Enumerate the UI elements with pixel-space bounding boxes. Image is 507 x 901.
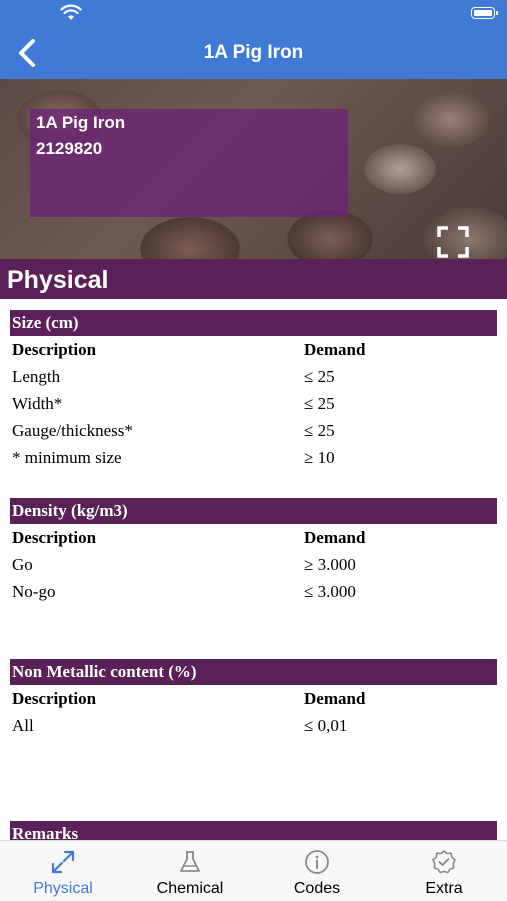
info-circle-icon — [304, 849, 330, 875]
row-demand: ≤ 25 — [304, 394, 335, 413]
tab-physical[interactable] — [0, 841, 126, 901]
row-demand: ≥ 10 — [304, 448, 335, 467]
table-row — [10, 363, 497, 390]
page-title: 1A Pig Iron — [203, 42, 304, 63]
remarks-group — [10, 821, 497, 840]
table-header — [10, 336, 497, 363]
fullscreen-button[interactable] — [437, 226, 469, 258]
row-demand: ≤ 0,01 — [304, 716, 348, 735]
row-description: No-go — [12, 582, 56, 601]
table-row — [10, 578, 497, 605]
demand-header: Demand — [304, 528, 366, 547]
section-header — [0, 259, 507, 299]
wifi-icon — [60, 4, 82, 22]
row-description: Length — [12, 367, 61, 386]
product-image — [0, 79, 507, 259]
group-title: Density (kg/m3) — [10, 498, 497, 524]
product-name: 1A Pig Iron — [36, 113, 126, 132]
tab-label: Chemical — [156, 880, 224, 897]
description-header: Description — [12, 689, 97, 708]
table-row — [10, 712, 497, 739]
size-group — [10, 310, 497, 471]
tab-label: Extra — [425, 880, 463, 897]
density-group — [10, 498, 497, 605]
expand-arrows-icon — [50, 849, 76, 875]
demand-header: Demand — [304, 340, 366, 359]
spec-content[interactable] — [0, 299, 507, 840]
tab-bar — [0, 840, 507, 901]
row-demand: ≤ 3.000 — [304, 582, 356, 601]
row-description: * minimum size — [12, 448, 122, 467]
section-title: Physical — [7, 266, 109, 294]
table-row — [10, 417, 497, 444]
status-bar — [0, 0, 507, 28]
flask-icon — [177, 849, 203, 875]
non-metallic-group — [10, 659, 497, 739]
row-description: Width* — [12, 394, 63, 413]
tab-codes[interactable] — [254, 841, 380, 901]
fullscreen-icon — [437, 226, 469, 258]
row-demand: ≤ 25 — [304, 367, 335, 386]
verified-badge-icon — [431, 849, 457, 875]
table-row — [10, 551, 497, 578]
demand-header: Demand — [304, 689, 366, 708]
tab-label: Codes — [293, 880, 341, 897]
row-demand: ≥ 3.000 — [304, 555, 356, 574]
tab-label: Physical — [33, 880, 93, 897]
group-title: Non Metallic content (%) — [10, 659, 497, 685]
tab-chemical[interactable] — [127, 841, 253, 901]
product-code: 2129820 — [36, 139, 103, 158]
row-description: Go — [12, 555, 33, 574]
group-title: Size (cm) — [10, 310, 497, 336]
battery-icon — [471, 7, 495, 19]
table-header — [10, 685, 497, 712]
navigation-bar — [0, 28, 507, 79]
tab-extra[interactable] — [381, 841, 507, 901]
product-info-overlay — [30, 109, 348, 217]
row-description: All — [12, 716, 34, 735]
description-header: Description — [12, 340, 97, 359]
table-row — [10, 390, 497, 417]
row-description: Gauge/thickness* — [12, 421, 133, 440]
table-header — [10, 524, 497, 551]
group-title: Remarks — [10, 821, 497, 840]
description-header: Description — [12, 528, 97, 547]
table-row — [10, 444, 497, 471]
row-demand: ≤ 25 — [304, 421, 335, 440]
